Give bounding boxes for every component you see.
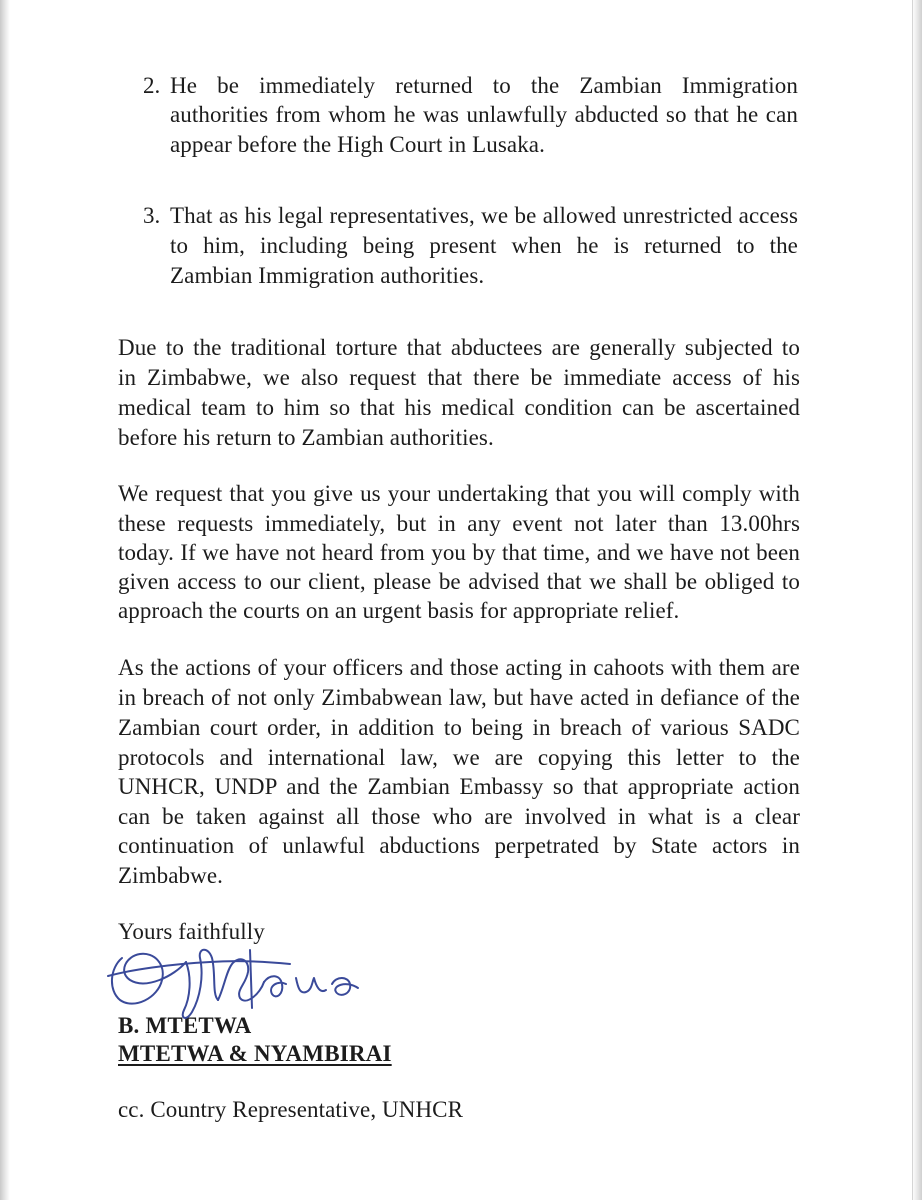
list-item-3-line-1: That as his legal representatives, we be allowed unrestricted access xyxy=(170,203,798,228)
list-item-3-line-2: to him, including being present when he is returned to the xyxy=(170,233,798,258)
paragraph-3-line-4: protocols and international law, we are copying this letter to the xyxy=(118,745,800,770)
paragraph-2-line-2: these requests immediately, but in any event not later than 13.00hrs xyxy=(118,511,800,536)
paragraph-1-line-1: Due to the traditional torture that abductees are generally subjected to xyxy=(118,335,800,360)
scan-edge-left xyxy=(0,0,10,1200)
paragraph-2-line-5: approach the courts on an urgent basis for appropriate relief. xyxy=(118,598,680,623)
list-number: 3. xyxy=(143,203,161,228)
signatory-name: B. MTETWA xyxy=(118,1013,252,1038)
list-item-2-line-3: appear before the High Court in Lusaka. xyxy=(170,132,545,157)
cc-line: cc. Country Representative, UNHCR xyxy=(118,1097,464,1122)
paragraph-3-line-8: Zimbabwe. xyxy=(118,863,224,888)
paragraph-3-line-3: Zambian court order, in addition to being in breach of various SADC xyxy=(118,715,800,740)
paragraph-1-line-2: in Zimbabwe, we also request that there be immediate access of his xyxy=(118,365,800,390)
list-number: 2. xyxy=(143,73,161,98)
paragraph-3-line-7: continuation of unlawful abductions perpetrated by State actors in xyxy=(118,833,800,858)
paragraph-3-line-5: UNHCR, UNDP and the Zambian Embassy so that appropriate action xyxy=(118,774,800,799)
paragraph-2-line-1: We request that you give us your undertaking that you will comply with xyxy=(118,481,800,506)
paragraph-2-line-3: today. If we have not heard from you by that time, and we have not been xyxy=(118,540,800,565)
paragraph-1-line-3: medical team to him so that his medical condition can be ascertained xyxy=(118,395,800,420)
list-item-2-line-1: He be immediately returned to the Zambian Immigration xyxy=(170,73,798,98)
paragraph-3-line-2: in breach of not only Zimbabwean law, but have acted in defiance of the xyxy=(118,685,800,710)
list-item-3-line-3: Zambian Immigration authorities. xyxy=(170,263,485,288)
paragraph-2-line-4: given access to our client, please be advised that we shall be obliged to xyxy=(118,569,800,594)
firm-name: MTETWA & NYAMBIRAI xyxy=(118,1041,392,1066)
paragraph-1-line-4: before his return to Zambian authorities. xyxy=(118,425,494,450)
handwritten-signature xyxy=(100,928,460,1038)
paragraph-3-line-1: As the actions of your officers and those acting in cahoots with them are xyxy=(118,655,800,680)
paragraph-3-line-6: can be taken against all those who are involved in what is a clear xyxy=(118,804,800,829)
closing-salutation: Yours faithfully xyxy=(118,919,265,944)
scan-edge-right xyxy=(912,0,922,1200)
list-item-2-line-2: authorities from whom he was unlawfully abducted so that he can xyxy=(170,102,798,127)
